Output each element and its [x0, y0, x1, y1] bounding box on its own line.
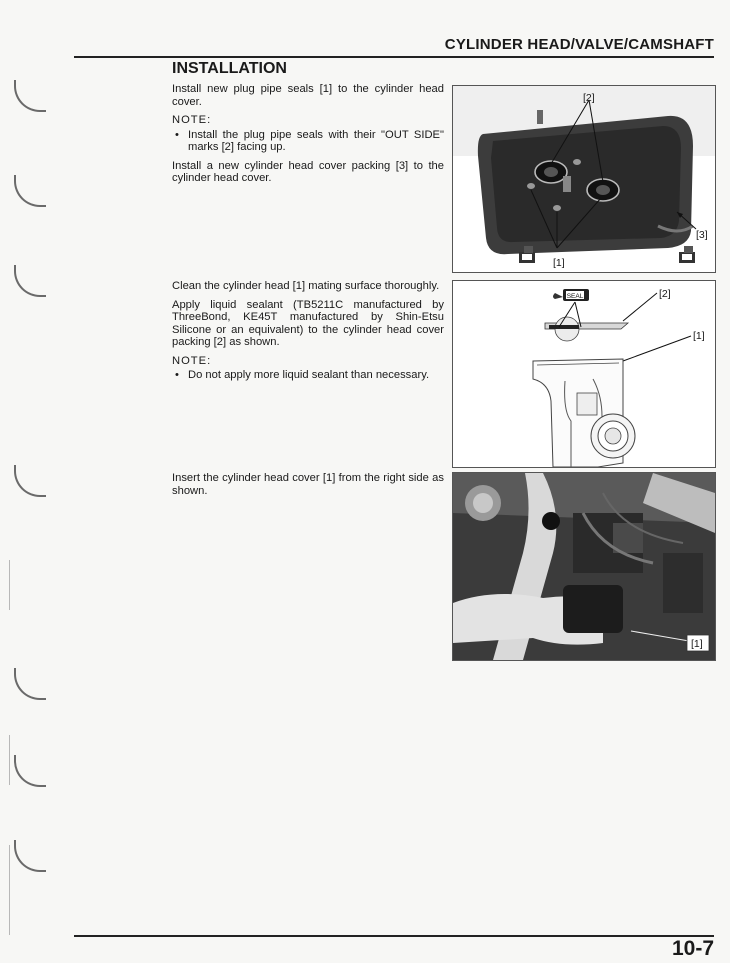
scan-artifact	[9, 845, 10, 935]
installation-photo	[453, 473, 715, 660]
binder-hole	[14, 265, 46, 297]
binder-hole	[14, 465, 46, 497]
step2-text	[172, 280, 444, 388]
bullet-marker: •	[175, 128, 179, 141]
step3-instruction: Insert the cylinder head cover [1] from the right side as shown.	[172, 472, 444, 497]
note-text: Do not apply more liquid sealant than necessary.	[188, 369, 430, 381]
bullet-marker: •	[175, 369, 179, 381]
step1-instruction-2: Install a new cylinder head cover packing [3] to the cylinder head cover.	[172, 159, 444, 184]
step2-instruction: Clean the cylinder head [1] mating surface thoroughly.	[172, 280, 440, 292]
step2-instruction-2: Apply liquid sealant (TB5211C manufactured by ThreeBond, KE45T manufactured by Shin-Etsu Silicone or an equivalent) to the cylinder head cover packing [2] as shown.	[172, 298, 444, 348]
binder-hole	[14, 840, 46, 872]
note-bullet	[172, 369, 444, 382]
binder-hole	[14, 175, 46, 207]
callout-2: [2]	[659, 288, 671, 300]
note-label: NOTE:	[172, 114, 212, 126]
figure-sealant	[452, 280, 716, 468]
callout-1: [1]	[693, 330, 705, 342]
figure-photo	[452, 472, 716, 661]
scan-artifact	[9, 560, 10, 610]
note-label: NOTE:	[172, 354, 212, 367]
figure-head-cover	[452, 85, 716, 273]
header-rule	[74, 56, 714, 58]
binder-hole	[14, 755, 46, 787]
callout-1: [1]	[553, 257, 565, 269]
sealant-tag: SEAL	[566, 293, 584, 300]
footer-rule	[74, 935, 714, 937]
callout-2: [2]	[583, 92, 595, 104]
sealant-illustration	[453, 281, 715, 467]
binder-hole	[14, 668, 46, 700]
step3-text	[172, 472, 444, 503]
scan-artifact	[9, 735, 10, 785]
callout-3: [3]	[696, 229, 708, 241]
binder-hole	[14, 80, 46, 112]
callout-1: [1]	[691, 638, 703, 650]
page-number: 10-7	[671, 937, 714, 960]
chapter-title: CYLINDER HEAD/VALVE/CAMSHAFT	[444, 36, 714, 53]
step1-text	[172, 83, 444, 191]
step1-instruction: Install new plug pipe seals [1] to the cylinder head cover.	[172, 83, 444, 108]
head-cover-illustration	[453, 86, 715, 272]
note-bullet	[172, 129, 444, 154]
note-text: Install the plug pipe seals with their "OUT SIDE" marks [2] facing up.	[188, 128, 444, 153]
section-title: INSTALLATION	[172, 60, 287, 77]
